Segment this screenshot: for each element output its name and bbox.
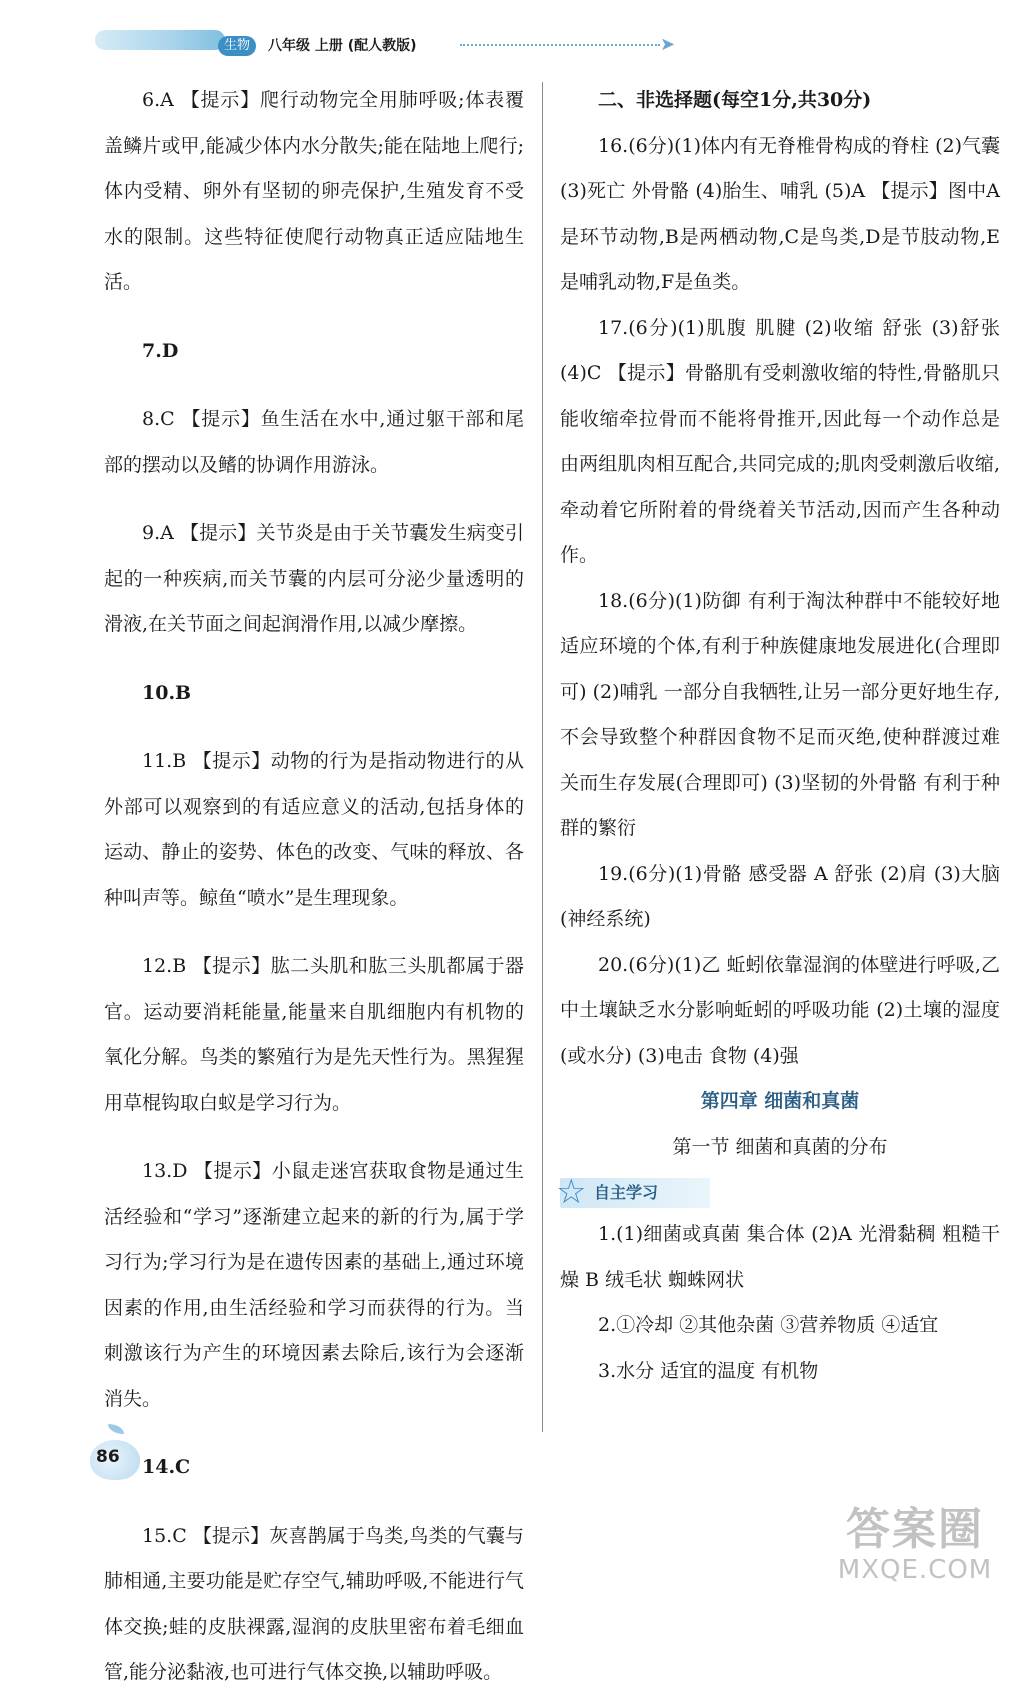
answer-16: 16.(6分)(1)体内有无脊椎骨构成的脊柱 (2)气囊 (3)死亡 外骨骼 (4)胎生、哺乳 (5)A 【提示】图中A是环节动物,B是两栖动物,C是鸟类,D是节肢动物,E是哺乳动物,F是鱼类。	[560, 134, 1000, 293]
answer-17: 17.(6分)(1)肌腹 肌腱 (2)收缩 舒张 (3)舒张 (4)C 【提示】骨骼肌有受刺激收缩的特性,骨骼肌只能收缩牵拉骨而不能将骨推开,因此每一个动作总是由两组肌肉相互配合,共同完成的;肌肉受刺激后收缩,牵动着它所附着的骨绕着关节活动,因而产生各种动作。	[560, 316, 1000, 566]
left-column	[104, 78, 524, 1696]
answer-20: 20.(6分)(1)乙 蚯蚓依靠湿润的体壁进行呼吸,乙中土壤缺乏水分影响蚯蚓的呼吸功能 (2)土壤的湿度(或水分) (3)电击 食物 (4)强	[560, 953, 1000, 1067]
book-title: 八年级 上册 (配人教版)	[268, 38, 417, 54]
answer-10: 10.B	[142, 681, 192, 704]
column-divider	[542, 82, 543, 1432]
answer-19: 19.(6分)(1)骨骼 感受器 A 舒张 (2)肩 (3)大脑(神经系统)	[560, 862, 1000, 930]
watermark	[820, 1505, 1010, 1585]
self-study-2: 2.①冷却 ②其他杂菌 ③营养物质 ④适宜	[598, 1314, 939, 1336]
section-title: 第一节 细菌和真菌的分布	[672, 1135, 888, 1158]
self-study-1: 1.(1)细菌或真菌 集合体 (2)A 光滑黏稠 粗糙干燥 B 绒毛状 蜘蛛网状	[560, 1223, 1000, 1291]
watermark-logo: 答案圈	[846, 1504, 984, 1555]
answer-7: 7.D	[142, 339, 179, 362]
banner-label: 自主学习	[594, 1183, 659, 1202]
answer-13: 13.D 【提示】小鼠走迷宫获取食物是通过生活经验和“学习”逐渐建立起来的新的行为,属于学习行为;学习行为是在遗传因素的基础上,通过环境因素的作用,由生活经验和学习而获得的行为。当刺激该行为产生的环境因素去除后,该行为会逐渐消失。	[104, 1160, 524, 1410]
header-decoration	[95, 30, 225, 50]
answer-8: 8.C 【提示】鱼生活在水中,通过躯干部和尾部的摆动以及鳍的协调作用游泳。	[104, 408, 524, 476]
arrow-right-icon: ➤	[660, 34, 676, 55]
star-icon: ☆	[556, 1172, 587, 1212]
self-study-banner	[556, 1172, 710, 1212]
section-heading: 二、非选择题(每空1分,共30分)	[598, 89, 872, 111]
page-number: 86	[96, 1447, 120, 1467]
chapter-title: 第四章 细菌和真菌	[700, 1090, 860, 1112]
self-study-3: 3.水分 适宜的温度 有机物	[598, 1359, 819, 1382]
subject-tag: 生物	[218, 36, 256, 56]
answer-18: 18.(6分)(1)防御 有利于淘汰种群中不能较好地适应环境的个体,有利于种族健康地发展进化(合理即可) (2)哺乳 一部分自我牺牲,让另一部分更好地生存,不会导致整个种群因食物不足而灭绝,使种群渡过难关而生存发展(合理即可) (3)坚韧的外骨骼 有利于种群的繁衍	[560, 589, 1000, 839]
header-dotted-line	[460, 44, 660, 46]
answer-14: 14.C	[142, 1456, 191, 1478]
watermark-url: MXQE.COM	[837, 1555, 993, 1585]
right-column	[556, 78, 1000, 1394]
answer-9: 9.A 【提示】关节炎是由于关节囊发生病变引起的一种疾病,而关节囊的内层可分泌少量透明的滑液,在关节面之间起润滑作用,以减少摩擦。	[104, 522, 524, 635]
answer-12: 12.B 【提示】肱二头肌和肱三头肌都属于器官。运动要消耗能量,能量来自肌细胞内有机物的氧化分解。鸟类的繁殖行为是先天性行为。黑猩猩用草棍钩取白蚁是学习行为。	[104, 955, 524, 1114]
answer-15: 15.C 【提示】灰喜鹊属于鸟类,鸟类的气囊与肺相通,主要功能是贮存空气,辅助呼吸,不能进行气体交换;蛙的皮肤裸露,湿润的皮肤里密布着毛细血管,能分泌黏液,也可进行气体交换,以辅助呼吸。	[104, 1524, 524, 1683]
answer-11: 11.B 【提示】动物的行为是指动物进行的从外部可以观察到的有适应意义的活动,包括身体的运动、静止的姿势、体色的改变、气味的释放、各种叫声等。鲸鱼“喷水”是生理现象。	[104, 750, 524, 909]
answer-6: 6.A 【提示】爬行动物完全用肺呼吸;体表覆盖鳞片或甲,能减少体内水分散失;能在陆地上爬行;体内受精、卵外有坚韧的卵壳保护,生殖发育不受水的限制。这些特征使爬行动物真正适应陆地生活。	[104, 89, 524, 293]
page-header	[0, 0, 1024, 70]
